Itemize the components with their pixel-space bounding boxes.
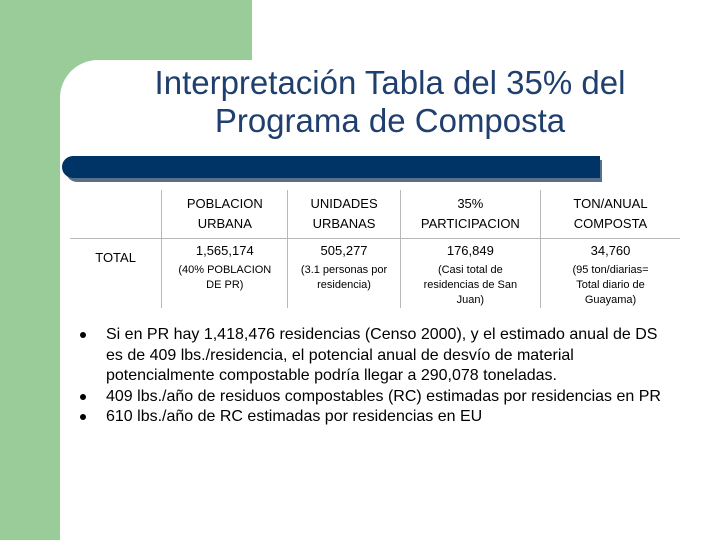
header-poblacion: POBLACION URBANA <box>162 190 288 239</box>
header-unidades: UNIDADES URBANAS <box>288 190 400 239</box>
cell-poblacion-value: 1,565,174 <box>162 239 288 262</box>
cell-ton-anual-value: 34,760 <box>590 242 631 258</box>
note-ton-anual: (95 ton/diarias= Total diario de Guayama) <box>572 264 649 306</box>
list-item: Si en PR hay 1,418,476 residencias (Censo 2000), y el estimado anual de DS es de 409 lbs./residencia, el potencial anual de desvío de material potencialmente compostable podría llegar a 290,078 toneladas. <box>78 325 678 387</box>
bullet-list <box>78 325 678 428</box>
bullet-dot-icon <box>80 394 86 400</box>
header-ton-anual: TON/ANUAL COMPOSTA <box>541 190 680 239</box>
data-table <box>70 190 680 308</box>
cell-unidades-value: 505,277 <box>288 239 400 262</box>
header-participacion: 35% PARTICIPACION <box>400 190 540 239</box>
header-empty-cell <box>70 190 162 239</box>
note-participacion: (Casi total de residencias de San Juan) <box>400 261 540 308</box>
note-unidades: (3.1 personas por residencia) <box>288 261 400 308</box>
list-item: 409 lbs./año de residuos compostables (RC) estimadas por residencias en PR <box>78 387 678 408</box>
title-divider-bar <box>62 156 600 178</box>
bullet-dot-icon <box>80 414 86 420</box>
table-notes-row <box>70 261 680 308</box>
note-poblacion: (40% POBLACION DE PR) <box>162 261 288 308</box>
title-line-1: Interpretación Tabla del 35% del <box>154 64 626 101</box>
title-line-2: Programa de Composta <box>214 102 566 139</box>
cell-participacion-value: 176,849 <box>400 239 540 262</box>
slide-title <box>70 64 710 140</box>
green-left-strip <box>0 0 60 540</box>
bullet-dot-icon <box>80 332 86 338</box>
list-item: 610 lbs./año de RC estimadas por residencias en EU <box>78 407 678 428</box>
row-label-total: TOTAL <box>70 239 162 309</box>
table-header-row <box>70 190 680 239</box>
table-row <box>70 239 680 262</box>
